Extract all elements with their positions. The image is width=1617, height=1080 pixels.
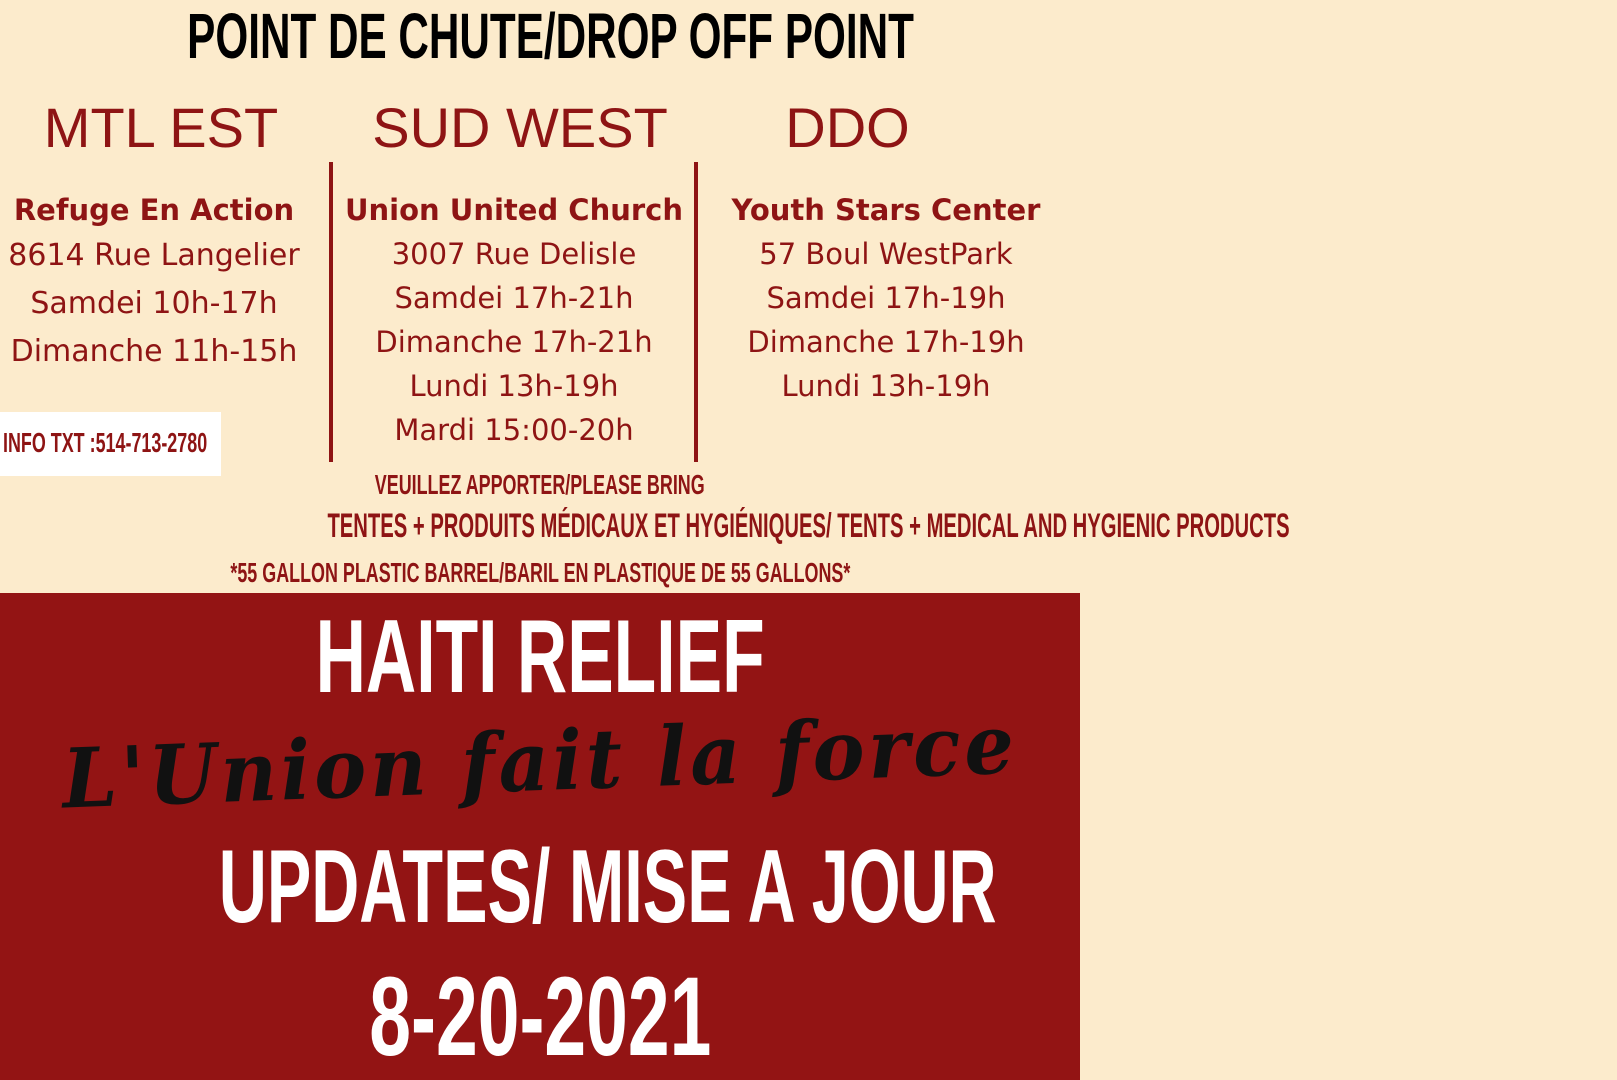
address: 3007 Rue Delisle [391, 237, 637, 271]
column-divider [329, 162, 333, 462]
location-name: Union United Church [344, 193, 684, 227]
address: 57 Boul WestPark [759, 237, 1013, 271]
column-divider [694, 162, 698, 462]
motto: L'Union fait la force [60, 696, 1020, 828]
location-column-1 [0, 190, 308, 376]
info-phone: INFO TXT :514-713-2780 [3, 427, 208, 458]
headline: HAITI RELIEF [315, 599, 765, 715]
updates-heading: UPDATES/ MISE A JOUR [218, 829, 997, 945]
address: 8614 Rue Langelier [8, 238, 300, 273]
hours: Dimanche 17h-19h [747, 325, 1025, 359]
region-ddo: DDO [785, 96, 910, 159]
barrel-note: *55 GALLON PLASTIC BARREL/BARIL EN PLASTIQUE DE 55 GALLONS* [230, 557, 850, 588]
please-bring-heading: VEUILLEZ APPORTER/PLEASE BRING [375, 469, 705, 500]
update-date: 8-20-2021 [368, 954, 712, 1079]
hours: Samdei 10h-17h [30, 286, 278, 321]
products-list: TENTES + PRODUITS MÉDICAUX ET HYGIÉNIQUES/ TENTS + MEDICAL AND HYGIENIC PRODUCTS [327, 507, 1290, 545]
location-name: Youth Stars Center [731, 193, 1041, 227]
region-sud-west: SUD WEST [372, 96, 668, 159]
poster-title: POINT DE CHUTE/DROP OFF POINT [187, 0, 914, 72]
location-name: Refuge En Action [13, 193, 295, 227]
info-box [0, 412, 221, 476]
hours: Mardi 15:00-20h [394, 413, 634, 447]
location-column-3 [700, 190, 1072, 408]
hours: Lundi 13h-19h [409, 369, 619, 403]
location-column-2 [335, 190, 693, 452]
hours: Samdei 17h-21h [394, 281, 634, 315]
region-mtl-est: MTL EST [43, 96, 279, 159]
hours: Dimanche 11h-15h [10, 334, 298, 369]
hours: Dimanche 17h-21h [375, 325, 653, 359]
hours: Lundi 13h-19h [781, 369, 991, 403]
hours: Samdei 17h-19h [766, 281, 1006, 315]
